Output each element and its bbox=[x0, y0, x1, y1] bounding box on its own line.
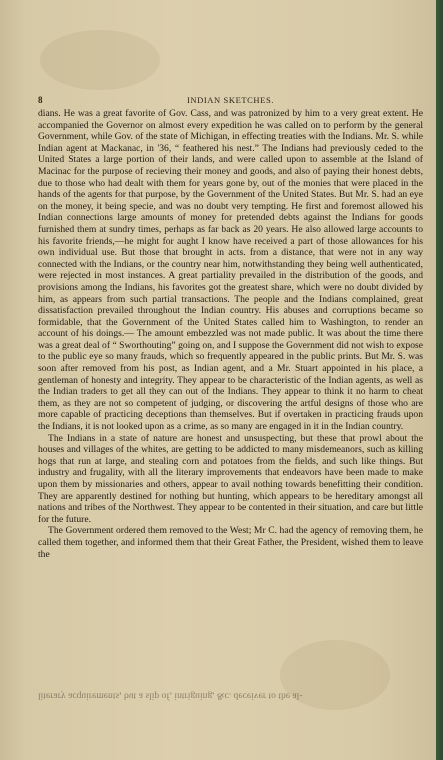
paragraph: dians. He was a great favorite of Gov. Cass, and was patronized by him to a very great extent. He accompanied the Governor on almost every expedition he was called on to perform by the general Government, while Gov. of the state of Michigan, in effecting treaties with the Indians. Mr. S. while Indian agent at Mackanac, in '36, “ feathered his nest.” The Indians had previously ceded to the United States a large portion of their lands, and were called upon to assemble at the Island of Macinac for the purpose of recieving their money and goods, and also of paying their honest debts, due to those who had dealt with them for years gone by, out of the monies that were placed in the hands of the agents for that purpose, by the Government of the United States. But Mr. S. had an eye on the money, it being specie, and was no doubt very tempting. He first and foremost allowed his Indian connections large amounts of money for pretended debts against the Indians for goods furnished them at sundry times, perhaps as far back as 20 years. He also allowed large accounts to his favorite friends,—he might for aught I know have received a part of those allowances for his own individual use. But those that brought in acts. from a distance, that were not in any way connected with the Indians, or the country near him, notwithstanding they being well authenticated, were rejected in most instances. A great partiality prevailed in the distribution of the goods, and provisions among the Indians, his favorites got the greatest share, which were no doubt divided by him, as appears from such partial transactions. The people and the Indians complained, great dissatisfaction prevailed throughout the Indian country. His abuses and corruptions became so formidable, that the Government of the United States called him to Washington, to render an account of his doings.— The amount embezzled was not made public. It was about the time there was a great deal of “ Sworthouting” going on, and I suppose the Government did not wish to expose to the public eye so many frauds, which so frequently appeared in the public prints. But Mr. S. was soon after removed from his post, as Indian agent, and a Mr. Stuart appointed in his place, a gentleman of honesty and integrity. They appear to be characteristic of the Indian agents, as well as the Indian traders to get all they can out of the Indians. They appear to think it no harm to cheat them, as they are not so competent of judging, or discovering the artful designs of those who are more capable of practicing deceptions than themselves. But if overtaken in practicing frauds upon the Indians, it is not looked upon as a crime, as so many are engaged in it in the Indian country. bbox=[38, 108, 423, 433]
running-head-title: INDIAN SKETCHES. bbox=[186, 95, 275, 105]
paragraph: The Indians in a state of nature are honest and unsuspecting, but these that prowl about the houses and villages of the whites, are getting to be addicted to many misdemeanors, such as killing hogs that run at large, and stealing corn and potatoes from the fields, and such like things. But industry and frugality, with all the literary improvements that endeavors have been made to make upon them by missionaries and others, appear to avail nothing towards benefitting their condition. They are apparently destined for nothing but hunting, which appears to be hereditary amongst all nations and tribes of the Northwest. They appear to be contented in their situation, and care but little for the future. bbox=[38, 432, 423, 525]
page-number: 8 bbox=[38, 95, 44, 105]
book-cover-edge bbox=[436, 0, 443, 760]
body-text bbox=[38, 108, 423, 560]
running-head bbox=[38, 95, 423, 107]
paper-stain bbox=[40, 30, 160, 90]
paragraph: The Government ordered them removed to the West; Mr C. had the agency of removing them, he called them together, and informed them that their Great Father, the President, wished them to leave the bbox=[38, 525, 423, 560]
bleed-through-text: literary acquirements, but a slip of, intriguing, &c. deceiver to the al- bbox=[38, 690, 303, 702]
